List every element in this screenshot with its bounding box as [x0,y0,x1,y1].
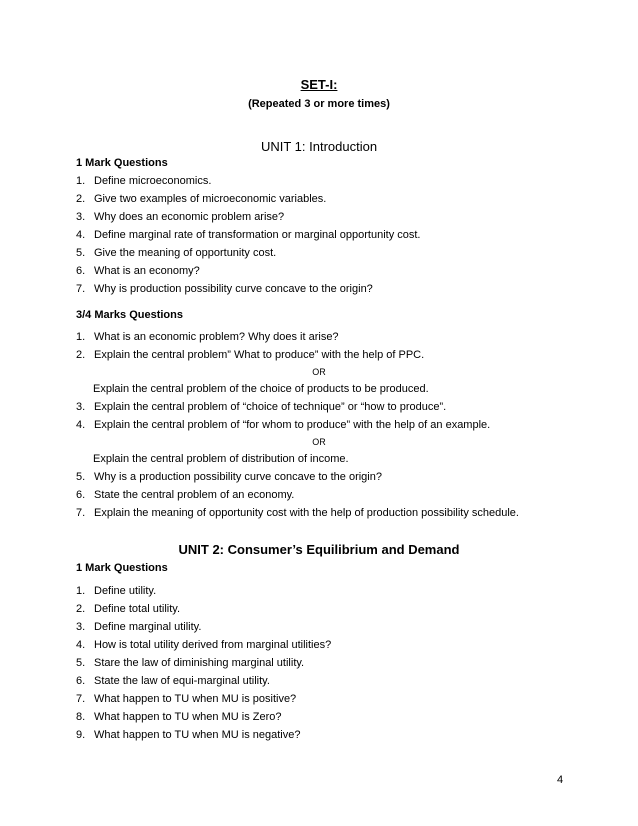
unit2-title: UNIT 2: Consumer’s Equilibrium and Demand [178,542,460,557]
question-text: What happen to TU when MU is Zero? [94,711,282,723]
unit1-q5-item [76,247,276,259]
question-text: What is an economy? [94,265,200,277]
question-text: Why is production possibility curve concave to the origin? [94,283,373,295]
question-number: 5. [76,247,86,259]
question-number: 4. [76,419,86,431]
alternative-question: Explain the central problem of the choice of products to be produced. [93,383,429,395]
question-text: State the central problem of an economy. [94,489,295,501]
question-number: 8. [76,711,86,723]
question-number: 4. [76,229,86,241]
question-text: Explain the central problem of “for whom to produce” with the help of an example. [94,419,491,431]
question-text: Stare the law of diminishing marginal utility. [94,657,305,669]
question-text: What happen to TU when MU is negative? [94,729,301,741]
unit2-q3-item [76,621,201,633]
question-text: Explain the meaning of opportunity cost with the help of production possibility schedule. [94,507,519,519]
question-text: Why is a production possibility curve concave to the origin? [94,471,382,483]
unit1-q7-item [76,283,373,295]
or-separator [0,437,638,447]
question-number: 9. [76,729,86,741]
question-text: Give two examples of microeconomic variables. [94,193,327,205]
unit1-q6-item [76,265,200,277]
question-text: Explain the central problem of “choice of technique” or “how to produce”. [94,401,447,413]
question-text: Why does an economic problem arise? [94,211,285,223]
question-text: Define utility. [94,585,157,597]
unit2-q7-item [76,693,296,705]
set-title: SET-I: [300,77,338,92]
unit1-mq7-item [76,507,519,519]
question-text: Give the meaning of opportunity cost. [94,247,277,259]
unit2-q4-item [76,639,331,651]
unit1-mq5-item [76,471,382,483]
question-number: 6. [76,489,86,501]
unit2-q8-item [76,711,282,723]
unit1-mq4-item [76,419,490,431]
unit1-mq2-item [76,349,424,361]
question-number: 3. [76,401,86,413]
unit1-q4-item [76,229,421,241]
unit2-q9-item [76,729,300,741]
question-text: Define total utility. [94,603,181,615]
question-text: Define microeconomics. [94,175,212,187]
unit1-mq6-item [76,489,294,501]
question-number: 1. [76,331,86,343]
question-text: Define marginal rate of transformation or marginal opportunity cost. [94,229,421,241]
question-number: 6. [76,265,86,277]
question-number: 6. [76,675,86,687]
question-text: State the law of equi-marginal utility. [94,675,270,687]
question-number: 7. [76,507,86,519]
set-subtitle: (Repeated 3 or more times) [248,98,390,110]
or-label: OR [312,437,326,447]
question-number: 1. [76,585,86,597]
question-number: 2. [76,603,86,615]
unit1-mq3-item [76,401,446,413]
question-number: 2. [76,349,86,361]
alternative-question: Explain the central problem of distribution of income. [93,453,349,465]
unit2-q6-item [76,675,270,687]
unit1-multi-mark-heading: 3/4 Marks Questions [76,309,183,321]
unit1-q1-item [76,175,211,187]
unit1-q2-item [76,193,326,205]
question-text: What is an economic problem? Why does it arise? [94,331,339,343]
question-number: 7. [76,283,86,295]
question-text: Define marginal utility. [94,621,202,633]
unit2-q1-item [76,585,156,597]
question-text: How is total utility derived from marginal utilities? [94,639,332,651]
unit2-q2-item [76,603,180,615]
question-number: 2. [76,193,86,205]
question-number: 3. [76,211,86,223]
or-separator [0,367,638,377]
unit1-title: UNIT 1: Introduction [260,139,378,154]
unit1-q3-item [76,211,284,223]
question-number: 7. [76,693,86,705]
question-number: 5. [76,657,86,669]
question-number: 5. [76,471,86,483]
page-number: 4 [557,774,564,786]
question-text: What happen to TU when MU is positive? [94,693,297,705]
unit2-one-mark-heading: 1 Mark Questions [76,562,168,574]
unit2-q5-item [76,657,304,669]
unit1-one-mark-heading: 1 Mark Questions [76,157,168,169]
unit1-mq1-item [76,331,339,343]
question-number: 1. [76,175,86,187]
or-label: OR [312,367,326,377]
question-number: 3. [76,621,86,633]
question-text: Explain the central problem” What to produce” with the help of PPC. [94,349,425,361]
question-number: 4. [76,639,86,651]
